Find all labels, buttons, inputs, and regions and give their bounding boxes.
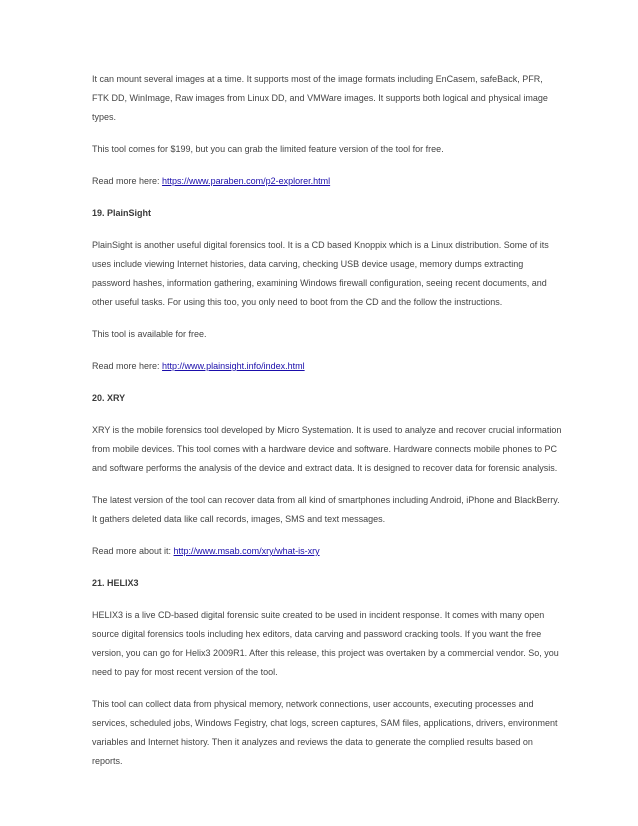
- paragraph-helix3-collect: This tool can collect data from physical memory, network connections, user accounts, executing processes and services, scheduled jobs, Windows Fegistry, chat logs, screen captures, SAM files, applications, drivers, environment variables and Internet history. Then it analyzes and reviews the data to generate the complied results based on reports.: [92, 699, 558, 766]
- read-more-label: Read more here:: [92, 361, 163, 371]
- read-more-label: Read more about it:: [92, 546, 174, 556]
- read-more-paraben: [92, 172, 562, 191]
- heading-xry: 20. XRY: [92, 393, 126, 403]
- paragraph-xry-intro: XRY is the mobile forensics tool developed by Micro Systemation. It is used to analyze and recover crucial information from mobile devices. This tool comes with a hardware device and software. Hardware connects mobile phones to PC and software performs the analysis of the device and extract data. It is designed to recover data for forensic analysis.: [92, 425, 562, 473]
- document-page: [92, 70, 562, 784]
- read-more-label: Read more here:: [92, 176, 163, 186]
- plainsight-link[interactable]: http://www.plainsight.info/index.html: [162, 361, 305, 371]
- heading-plainsight: 19. PlainSight: [92, 208, 152, 218]
- read-more-xry: [92, 542, 562, 561]
- heading-helix3: 21. HELIX3: [92, 578, 139, 588]
- paragraph-pricing: This tool comes for $199, but you can grab the limited feature version of the tool for free.: [92, 144, 444, 154]
- paraben-link[interactable]: https://www.paraben.com/p2-explorer.html: [162, 176, 331, 186]
- paragraph-plainsight-free: This tool is available for free.: [92, 329, 207, 339]
- paragraph-plainsight-intro: PlainSight is another useful digital forensics tool. It is a CD based Knoppix which is a Linux distribution. Some of its uses include viewing Internet histories, data carving, checking USB device usage, memory dumps extracting password hashes, information gathering, examining Windows firewall configuration, seeing recent documents, and other useful tasks. For using this too, you only need to boot from the CD and the follow the instructions.: [92, 240, 549, 307]
- paragraph-image-formats: It can mount several images at a time. It supports most of the image formats including EnCasem, safeBack, PFR, FTK DD, WinImage, Raw images from Linux DD, and VMWare images. It supports both logical and physical image types.: [92, 74, 548, 122]
- msab-link[interactable]: http://www.msab.com/xry/what-is-xry: [173, 546, 320, 556]
- read-more-plainsight: [92, 357, 562, 376]
- paragraph-helix3-intro: HELIX3 is a live CD-based digital forensic suite created to be used in incident response. It comes with many open source digital forensics tools including hex editors, data carving and password cracking tools. If you want the free version, you can go for Helix3 2009R1. After this release, this project was overtaken by a commercial vendor. So, you need to pay for most recent version of the tool.: [92, 610, 559, 677]
- paragraph-xry-latest: The latest version of the tool can recover data from all kind of smartphones including Android, iPhone and BlackBerry. It gathers deleted data like call records, images, SMS and text messages.: [92, 495, 560, 524]
